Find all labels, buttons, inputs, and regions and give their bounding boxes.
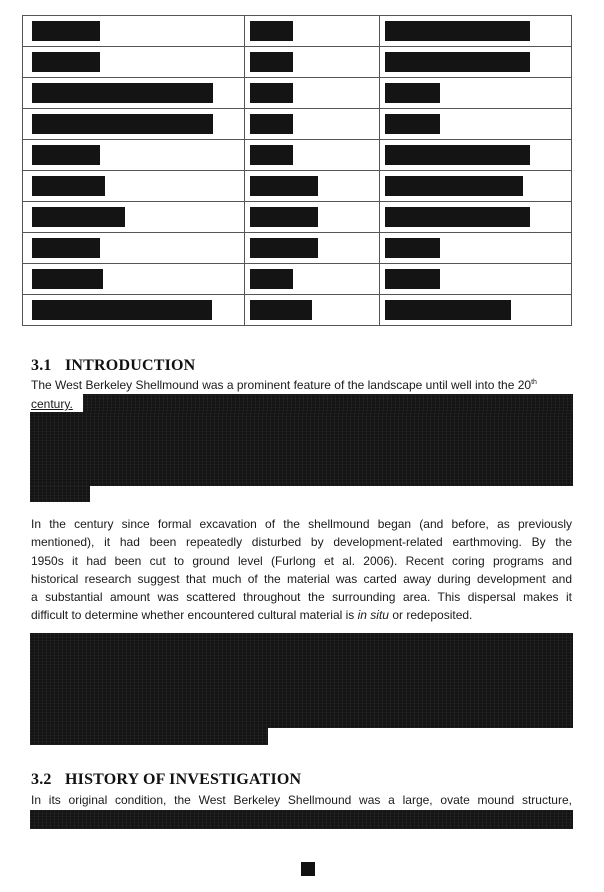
paragraph-line: historical research suggest that much of the material was carted away during development and (31, 571, 572, 586)
table-cell (380, 78, 572, 109)
redaction-block (30, 810, 573, 829)
paragraph-line: a substantial amount was scattered throughout the surrounding area. This dispersal makes it (31, 590, 572, 605)
table-cell (380, 47, 572, 78)
table-row (23, 47, 572, 78)
redaction-bar (32, 269, 103, 289)
section-number: 3.2 (31, 771, 52, 788)
superscript: th (531, 379, 537, 386)
redaction-bar (250, 21, 293, 41)
redaction-bar (385, 207, 530, 227)
table-cell (245, 202, 380, 233)
table-cell (23, 140, 245, 171)
redaction-bar (32, 83, 213, 103)
italic-term: in situ (357, 608, 389, 623)
table-row (23, 295, 572, 326)
section-heading-introduction (31, 357, 195, 375)
section-number: 3.1 (31, 357, 52, 374)
redaction-bar (32, 21, 100, 41)
table-row (23, 78, 572, 109)
redaction-bar (385, 269, 440, 289)
intro-tail: century. (31, 397, 73, 411)
paragraph-line: In the century since formal excavation of the shellmound began (and before, as previously (31, 517, 572, 531)
section-title: HISTORY OF INVESTIGATION (65, 771, 302, 788)
table-cell (23, 78, 245, 109)
table-cell (380, 140, 572, 171)
redaction-bar (385, 300, 511, 320)
redaction-bar (385, 52, 530, 72)
table-cell (245, 233, 380, 264)
intro-text: The West Berkeley Shellmound was a prominent feature of the landscape until well into the 20 (31, 378, 532, 392)
table-row (23, 264, 572, 295)
table-row (23, 109, 572, 140)
redaction-bar (250, 269, 293, 289)
paragraph-line: mentioned), it had been repeatedly disturbed by development-related earthmoving. By the (31, 535, 572, 550)
redaction-bar (250, 176, 318, 196)
redaction-bar (32, 114, 213, 134)
redaction-bar (250, 145, 293, 165)
table-cell (245, 109, 380, 140)
table-row (23, 233, 572, 264)
history-line (31, 791, 572, 809)
table-cell (245, 140, 380, 171)
table-row (23, 202, 572, 233)
table-cell (380, 233, 572, 264)
table-cell (380, 16, 572, 47)
redaction-bar (385, 114, 440, 134)
redaction-bar (385, 145, 530, 165)
table-cell (380, 171, 572, 202)
redacted-table (22, 15, 572, 326)
redaction-bar (385, 83, 440, 103)
redacted-page-number (301, 862, 315, 876)
table-row (23, 171, 572, 202)
table-cell (23, 233, 245, 264)
redaction-bar (250, 52, 293, 72)
table-row (23, 140, 572, 171)
text-run: or redeposited. (388, 608, 473, 623)
table-cell (23, 171, 245, 202)
table-cell (23, 295, 245, 326)
table-cell (23, 109, 245, 140)
redaction-bar (32, 300, 212, 320)
redaction-bar (32, 238, 100, 258)
redaction-bar (32, 207, 125, 227)
redaction-bar (32, 145, 100, 165)
table-cell (245, 295, 380, 326)
paragraph-line (31, 606, 572, 624)
table-cell (380, 264, 572, 295)
section-heading-history (31, 771, 301, 789)
redaction-block (30, 412, 573, 486)
table-cell (23, 47, 245, 78)
redaction-bar (250, 83, 293, 103)
redaction-bar (32, 52, 100, 72)
text-run: difficult to determine whether encountered cultural material is (31, 608, 358, 623)
section-title: INTRODUCTION (65, 357, 196, 374)
redaction-bar (32, 176, 105, 196)
redaction-bar (250, 207, 318, 227)
paragraph-line: 1950s it had been cut to ground level (Furlong et al. 2006). Recent coring programs and (31, 553, 572, 568)
redaction-bar (250, 300, 312, 320)
redaction-bar (385, 21, 530, 41)
table-cell (23, 16, 245, 47)
table-cell (23, 264, 245, 295)
redaction-bar (250, 114, 293, 134)
table-cell (23, 202, 245, 233)
table-cell (380, 202, 572, 233)
table-cell (245, 264, 380, 295)
redaction-bar (385, 176, 523, 196)
table-row (23, 16, 572, 47)
table-cell (380, 295, 572, 326)
intro-line (31, 376, 572, 394)
redaction-block (30, 633, 573, 728)
redaction-block (30, 726, 268, 745)
paragraph-body (31, 515, 572, 625)
table-cell (245, 78, 380, 109)
table-cell (245, 16, 380, 47)
table-cell (245, 171, 380, 202)
paragraph-line: In its original condition, the West Berkeley Shellmound was a large, ovate mound structure, (31, 793, 572, 807)
redaction-bar (250, 238, 318, 258)
redaction-bar (385, 238, 440, 258)
table-cell (245, 47, 380, 78)
table-cell (380, 109, 572, 140)
